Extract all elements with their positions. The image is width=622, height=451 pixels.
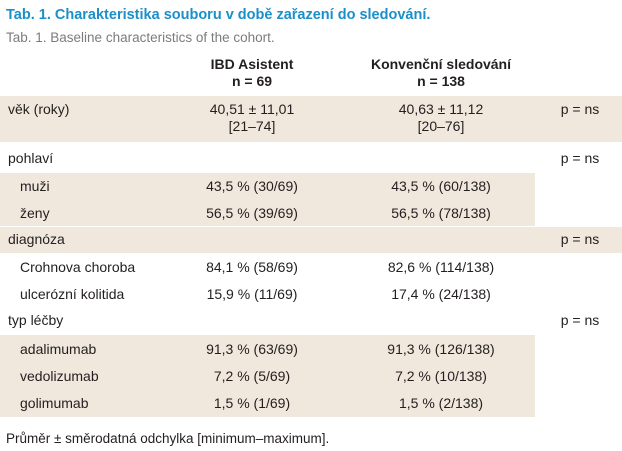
row-label: vedolizumab [20, 368, 99, 384]
cell-conventional-value: 17,4 % (24/138) [391, 286, 491, 302]
cell-conventional-value: 1,5 % (2/138) [398, 395, 484, 411]
table-row-sex [0, 146, 622, 172]
table-row-therapy [0, 308, 622, 334]
table-title-czech: Tab. 1. Charakteristika souboru v době zařazení do sledování. [6, 7, 431, 23]
table-row-diagnosis [0, 227, 622, 253]
row-label: ulcerózní kolitida [20, 286, 125, 302]
cell-conventional-value: 43,5 % (60/138) [391, 178, 491, 194]
row-label: typ léčby [8, 312, 64, 328]
p-value: p = ns [560, 150, 600, 166]
row-label: ženy [20, 205, 50, 221]
cell-conventional-value: 7,2 % (10/138) [395, 368, 487, 384]
cell-conventional-value: 56,5 % (78/138) [391, 205, 491, 221]
row-label: golimumab [20, 395, 89, 411]
p-value: p = ns [560, 312, 600, 328]
column-header-count: n = 138 [417, 73, 465, 89]
table-row-crohn [0, 254, 622, 280]
mean-sd: 40,51 ± 11,01 [209, 101, 295, 117]
cell-ibd-value: 1,5 % (1/69) [213, 395, 291, 411]
range: [21–74] [228, 118, 276, 134]
row-label: Crohnova choroba [20, 259, 136, 275]
column-header-ibd-asistent [162, 56, 342, 90]
table-footnote: Průměr ± směrodatná odchylka [minimum–maximum]. [6, 431, 330, 446]
column-header-name: Konvenční sledování [370, 56, 512, 72]
cell-ibd-value: 56,5 % (39/69) [206, 205, 298, 221]
column-header-name: IBD Asistent [210, 56, 294, 72]
table-row-golimumab [0, 389, 622, 417]
cell-ibd-value: 43,5 % (30/69) [206, 178, 298, 194]
cell-conventional-value: 91,3 % (126/138) [387, 341, 495, 357]
table-title-english: Tab. 1. Baseline characteristics of the cohort. [6, 30, 275, 45]
column-header-count: n = 69 [231, 73, 273, 89]
row-label: muži [20, 178, 50, 194]
row-label: adalimumab [20, 341, 97, 357]
table-row-age [0, 96, 622, 142]
mean-sd: 40,63 ± 11,12 [398, 101, 484, 117]
p-value: p = ns [560, 231, 600, 247]
table-row-female [0, 200, 622, 226]
row-label: diagnóza [8, 231, 65, 247]
cell-ibd-value: 7,2 % (5/69) [213, 368, 291, 384]
cell-ibd-value: 15,9 % (11/69) [206, 286, 298, 302]
table-row-male [0, 173, 622, 199]
cell-ibd-value: 84,1 % (58/69) [206, 259, 298, 275]
cell-ibd-value: 91,3 % (63/69) [206, 341, 298, 357]
table-row-ulcerative-colitis [0, 281, 622, 307]
cell-conventional-value: 82,6 % (114/138) [387, 259, 495, 275]
table-row-vedolizumab [0, 362, 622, 389]
range: [20–76] [417, 118, 465, 134]
table-row-adalimumab [0, 335, 622, 362]
p-value: p = ns [560, 101, 600, 117]
column-header-konvencni [351, 56, 531, 90]
row-label: pohlaví [8, 150, 54, 166]
cell-conventional-value [351, 101, 531, 135]
cell-ibd-value [162, 101, 342, 135]
row-label: věk (roky) [8, 101, 70, 117]
